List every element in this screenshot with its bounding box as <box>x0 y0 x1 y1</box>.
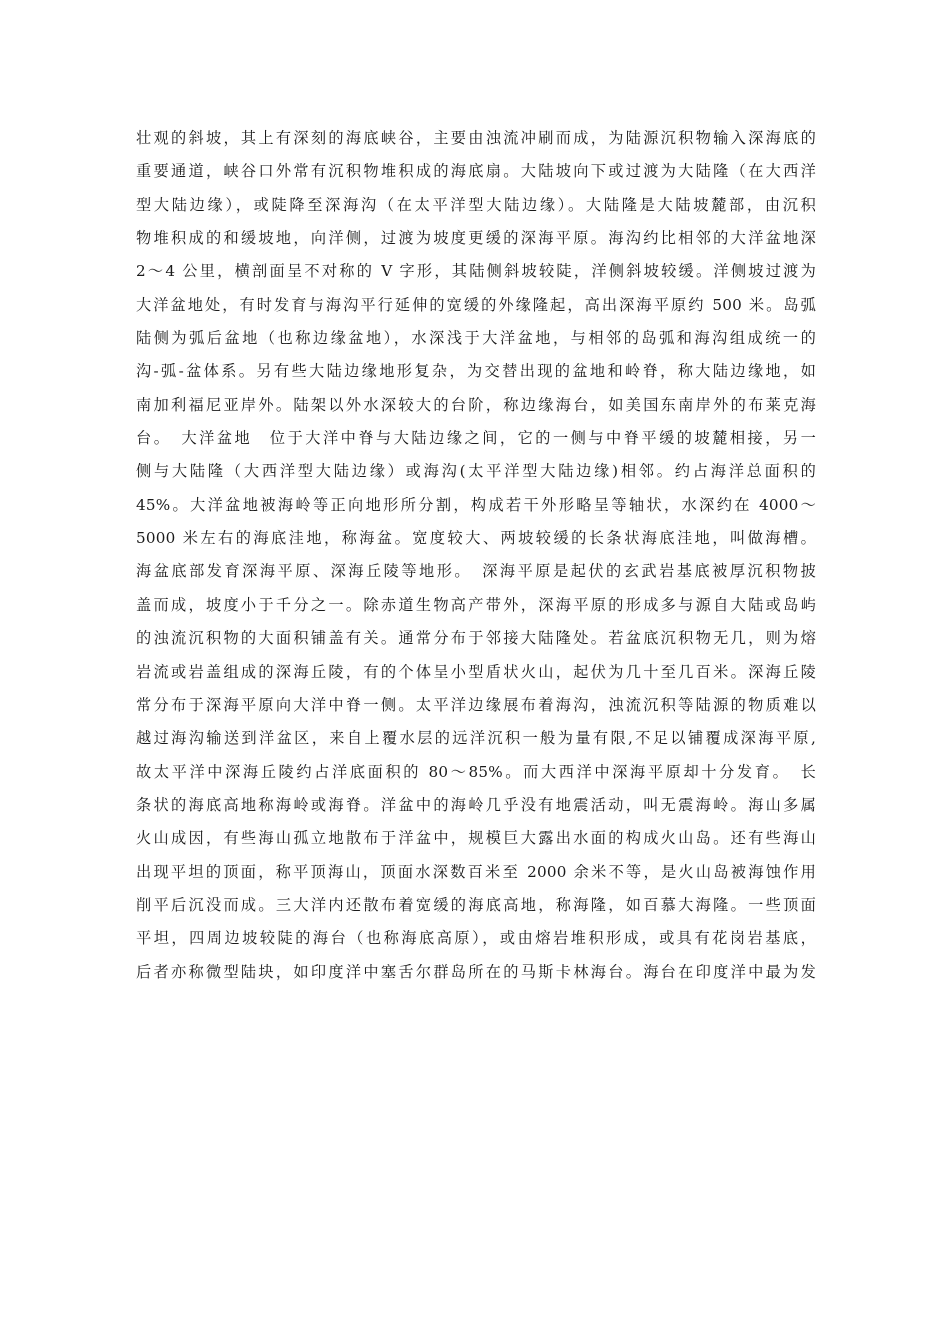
text-line: 岩流或岩盖组成的深海丘陵，有的个体呈小型盾状火山，起伏为几十至几百米。深海丘陵 <box>136 662 816 681</box>
text-line: 火山成因，有些海山孤立地散布于洋盆中，规模巨大露出水面的构成火山岛。还有些海山 <box>136 829 816 848</box>
text-line: 台。 大洋盆地 位于大洋中脊与大陆边缘之间，它的一侧与中脊平缓的坡麓相接，另一 <box>136 429 816 448</box>
text-line: 5000 米左右的海底洼地，称海盆。宽度较大、两坡较缓的长条状海底洼地，叫做海槽。 <box>136 529 816 548</box>
text-line: 大洋盆地处，有时发育与海沟平行延伸的宽缓的外缘隆起，高出深海平原约 500 米。岛弧 <box>136 295 816 314</box>
text-line: 条状的海底高地称海岭或海脊。洋盆中的海岭几乎没有地震活动，叫无震海岭。海山多属 <box>136 795 816 814</box>
text-line: 45%。大洋盆地被海岭等正向地形所分割，构成若干外形略呈等轴状，水深约在 4000～ <box>136 495 816 514</box>
text-line: 海盆底部发育深海平原、深海丘陵等地形。 深海平原是起伏的玄武岩基底被厚沉积物披 <box>136 562 816 581</box>
text-line: 壮观的斜坡，其上有深刻的海底峡谷，主要由浊流冲刷而成，为陆源沉积物输入深海底的 <box>136 129 816 147</box>
text-line: 陆侧为弧后盆地（也称边缘盆地），水深浅于大洋盆地，与相邻的岛弧和海沟组成统一的 <box>136 329 816 348</box>
text-line: 后者亦称微型陆块，如印度洋中塞舌尔群岛所在的马斯卡林海台。海台在印度洋中最为发 <box>136 962 816 981</box>
text-line: 越过海沟输送到洋盆区，来自上覆水层的远洋沉积一般为量有限,不足以铺覆成深海平原, <box>136 729 816 748</box>
text-line: 2～4 公里，横剖面呈不对称的 V 字形，其陆侧斜坡较陡，洋侧斜坡较缓。洋侧坡过渡为 <box>136 262 816 281</box>
text-line: 物堆积成的和缓坡地，向洋侧，过渡为坡度更缓的深海平原。海沟约比相邻的大洋盆地深 <box>136 229 816 248</box>
text-line: 常分布于深海平原向大洋中脊一侧。太平洋边缘展布着海沟，浊流沉积等陆源的物质难以 <box>136 695 816 714</box>
text-line: 南加利福尼亚岸外。陆架以外水深较大的台阶，称边缘海台，如美国东南岸外的布莱克海 <box>136 395 816 414</box>
text-line: 型大陆边缘），或陡降至深海沟（在太平洋型大陆边缘）。大陆隆是大陆坡麓部，由沉积 <box>136 195 816 214</box>
text-line: 侧与大陆隆（大西洋型大陆边缘）或海沟(太平洋型大陆边缘)相邻。约占海洋总面积的 <box>136 462 816 481</box>
text-line: 故太平洋中深海丘陵约占洋底面积的 80～85%。而大西洋中深海平原却十分发育。 长 <box>136 762 816 781</box>
text-line: 的浊流沉积物的大面积铺盖有关。通常分布于邻接大陆隆处。若盆底沉积物无几，则为熔 <box>136 629 816 648</box>
body-text <box>136 122 816 989</box>
text-line: 沟-弧-盆体系。另有些大陆边缘地形复杂，为交替出现的盆地和岭脊，称大陆边缘地，如 <box>136 362 816 381</box>
text-line: 削平后沉没而成。三大洋内还散布着宽缓的海底高地，称海隆，如百慕大海隆。一些顶面 <box>136 895 816 914</box>
text-line: 出现平坦的顶面，称平顶海山，顶面水深数百米至 2000 余米不等，是火山岛被海蚀作用 <box>136 862 816 881</box>
text-line: 盖而成，坡度小于千分之一。除赤道生物高产带外，深海平原的形成多与源自大陆或岛屿 <box>136 595 816 614</box>
text-line: 平坦，四周边坡较陡的海台（也称海底高原），或由熔岩堆积形成，或具有花岗岩基底， <box>136 929 816 948</box>
text-line: 重要通道，峡谷口外常有沉积物堆积成的海底扇。大陆坡向下或过渡为大陆隆（在大西洋 <box>136 162 816 181</box>
